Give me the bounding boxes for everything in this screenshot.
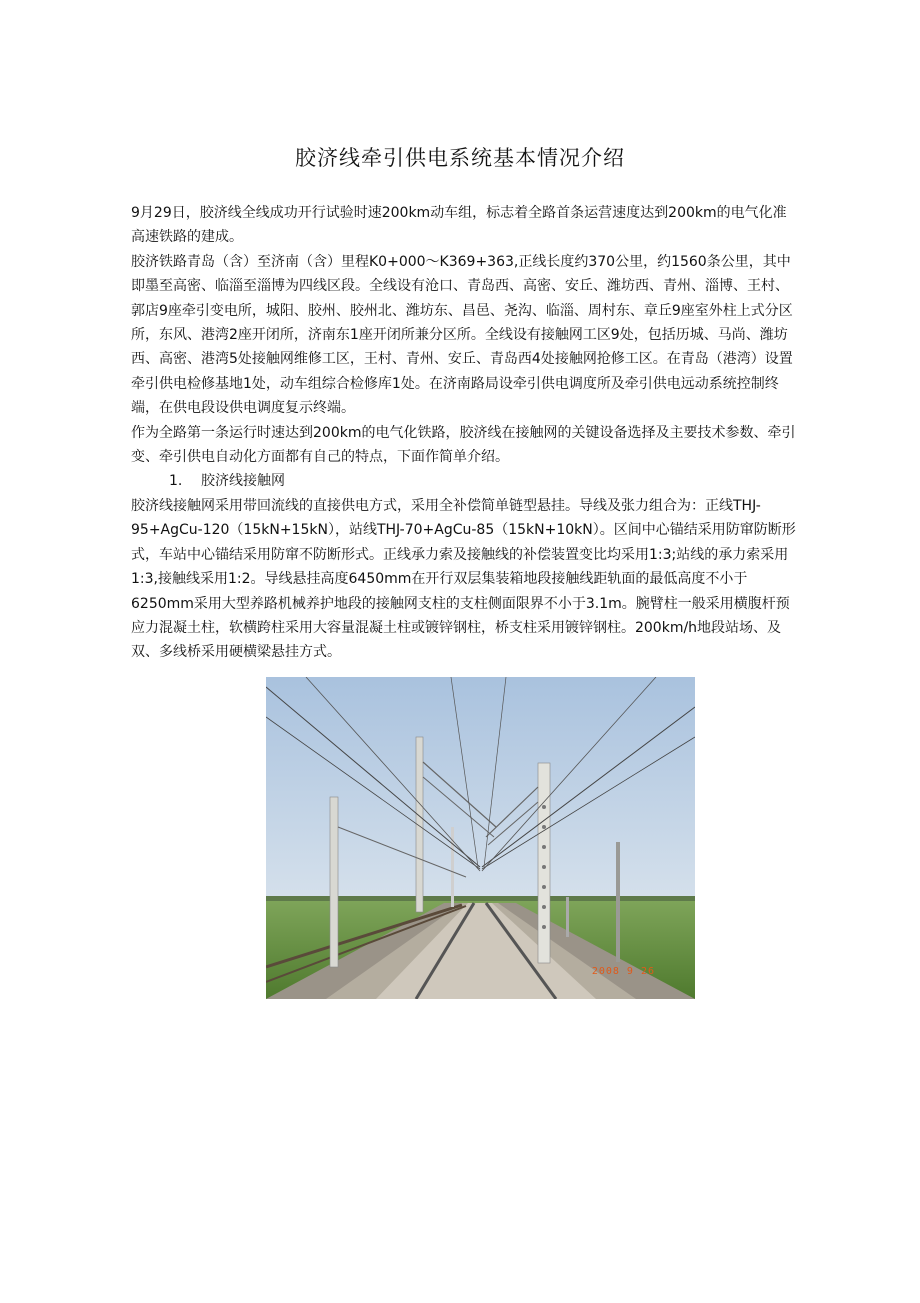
paragraph-catenary: 胶济线接触网采用带回流线的直接供电方式，采用全补偿简单链型悬挂。导线及张力组合为：正线THJ-95+AgCu-120（15kN+15kN），站线THJ-70+AgCu-85（15kN+10kN）。区间中心锚结采用防窜防断形式，车站中心锚结采用防窜不防断形式。正线承力索及接触线的补偿装置变比均采用1:3;站线的承力索采用1:3,接触线采用1:2。导线悬挂高度6450mm在开行双层集装箱地段接触线距轨面的最低高度不小于6250mm采用大型养路机械养护地段的接触网支柱的支柱侧面限界不小于3.1m。腕臂柱一般采用横腹杆预应力混凝土柱，软横跨柱采用大容量混凝土柱或镀锌钢柱，桥支柱采用镀锌钢柱。200km/h地段站场、及双、多线桥采用硬横梁悬挂方式。 [131,497,796,661]
document-body [131,201,797,665]
paragraph-intro: 9月29日，胶济线全线成功开行试验时速200km动车组，标志着全路首条运营速度达到200km的电气化准高速铁路的建成。 [131,205,787,246]
photo-date-stamp: 2008 9 26 [591,966,655,977]
paragraph-features: 作为全路第一条运行时速达到200km的电气化铁路，胶济线在接触网的关键设备选择及主要技术参数、牵引变、牵引供电自动化方面都有自己的特点，下面作简单介绍。 [131,424,796,466]
section-label: 胶济线接触网 [201,473,285,490]
section-heading [131,469,797,493]
document-title: 胶济线牵引供电系统基本情况介绍 [295,146,625,170]
section-number: 1. [169,473,183,490]
paragraph-overview: 胶济铁路青岛（含）至济南（含）里程K0+000～K369+363,正线长度约370公里，约1560条公里，其中即墨至高密、临淄至淄博为四线区段。全线设有沧口、青岛西、高密、安丘、潍坊西、青州、淄博、王村、郭店9座牵引变电所，城阳、胶州、胶州北、潍坊东、昌邑、尧沟、临淄、周村东、章丘9座室外柱上式分区所，东风、港湾2座开闭所，济南东1座开闭所兼分区所。全线设有接触网工区9处，包括历城、马尚、潍坊西、高密、港湾5处接触网维修工区，王村、青州、安丘、青岛西4处接触网抢修工区。在青岛（港湾）设置牵引供电检修基地1处，动车组综合检修库1处。在济南路局设牵引供电调度所及牵引供电远动系统控制终端，在供电段设供电调度复示终端。 [131,253,793,417]
railway-catenary-photo [266,677,695,999]
photo-illustration [266,677,695,999]
